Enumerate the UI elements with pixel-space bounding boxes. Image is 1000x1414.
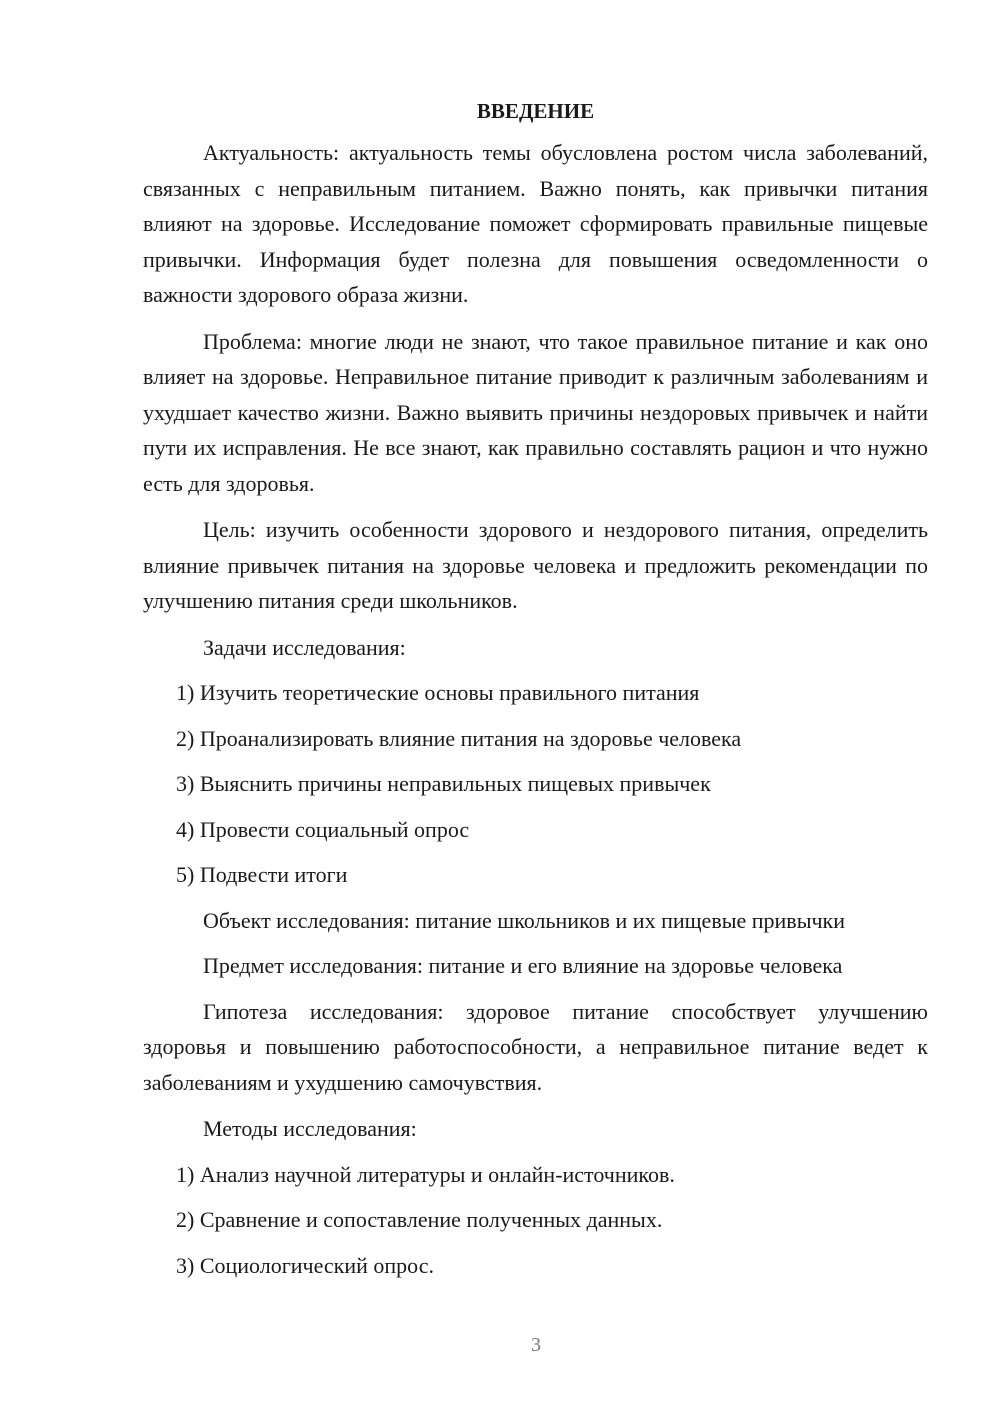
list-item: 2) Сравнение и сопоставление полученных данных. (176, 1207, 663, 1232)
page-title: ВВЕДЕНИЕ (476, 99, 595, 123)
list-item: 4) Провести социальный опрос (176, 816, 470, 842)
problem-paragraph: Проблема: многие люди не знают, что такое правильное питание и как оно влияет на здоровье. Неправильное питание приводит к различным заболеваниям и ухудшает качество жизни. Важно выявить причины нездоровых привычек и найти пути их исправления. Не все знают, как правильно составлять рацион и что нужно есть для здоровья. (143, 328, 928, 496)
tasks-list (143, 675, 928, 903)
list-item: 2) Проанализировать влияние питания на здоровье человека (176, 725, 742, 751)
document-page (143, 96, 928, 1293)
list-item: 5) Подвести итоги (176, 862, 348, 887)
methods-heading: Методы исследования: (203, 1116, 417, 1141)
tasks-heading: Задачи исследования: (203, 634, 406, 660)
page-number: 3 (531, 1334, 541, 1356)
list-item: 3) Выяснить причины неправильных пищевых привычек (176, 771, 711, 796)
list-item: 1) Анализ научной литературы и онлайн-источников. (176, 1161, 675, 1187)
goal-paragraph: Цель: изучить особенности здорового и нездорового питания, определить влияние привычек питания на здоровье человека и предложить рекомендации по улучшению питания среди школьников. (143, 517, 928, 613)
list-item: 1) Изучить теоретические основы правильного питания (176, 680, 700, 705)
subject-line: Предмет исследования: питание и его влияние на здоровье человека (203, 953, 843, 978)
list-item: 3) Социологический опрос. (176, 1252, 434, 1278)
object-line: Объект исследования: питание школьников и их пищевые привычки (203, 907, 845, 933)
relevance-paragraph: Актуальность: актуальность темы обусловлена ростом числа заболеваний, связанных с неправильным питанием. Важно понять, как привычки питания влияют на здоровье. Исследование поможет сформировать правильные пищевые привычки. Информация будет полезна для повышения осведомленности о важности здорового образа жизни. (143, 140, 928, 307)
hypothesis-paragraph: Гипотеза исследования: здоровое питание способствует улучшению здоровья и повышению работоспособности, а неправильное питание ведет к заболеваниям и ухудшению самочувствия. (143, 998, 928, 1095)
methods-list (143, 1157, 928, 1294)
